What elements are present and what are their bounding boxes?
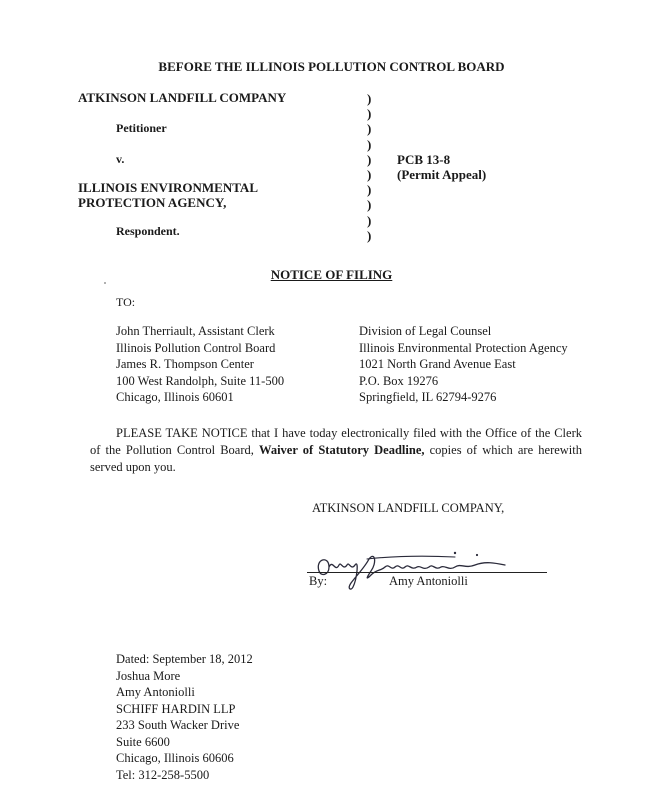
to-label: TO:	[116, 295, 136, 309]
dated-line: Dated: September 18, 2012	[116, 652, 253, 666]
address-line: Chicago, Illinois 60601	[116, 390, 234, 404]
caption-paren-column	[367, 91, 371, 243]
petitioner-role: Petitioner	[116, 121, 167, 135]
page-heading: BEFORE THE ILLINOIS POLLUTION CONTROL BOARD	[158, 59, 505, 74]
firm-address-line: Suite 6600	[116, 734, 170, 749]
notice-text-before: PLEASE TAKE NOTICE that I have today electronically filed with the Office of the Clerk of the Pollution Control Board,	[90, 426, 582, 457]
case-type: (Permit Appeal)	[397, 167, 487, 182]
address-line: 1021 North Grand Avenue East	[359, 357, 516, 371]
recipient-iepa-address	[359, 323, 568, 406]
signer-name: Amy Antoniolli	[389, 574, 468, 588]
paren: )	[367, 151, 372, 167]
signature-company: ATKINSON LANDFILL COMPANY,	[312, 501, 505, 515]
firm-name: SCHIFF HARDIN LLP	[116, 701, 236, 716]
paren: )	[367, 167, 372, 183]
paren: )	[367, 106, 372, 122]
firm-address-line: 233 South Wacker Drive	[116, 718, 240, 732]
paren: )	[367, 197, 372, 213]
by-label: By:	[309, 574, 328, 588]
respondent-name-line2: PROTECTION AGENCY,	[78, 195, 227, 210]
paren: )	[367, 121, 372, 137]
address-line: John Therriault, Assistant Clerk	[116, 324, 275, 338]
address-line: P.O. Box 19276	[359, 373, 439, 388]
paren: )	[367, 227, 372, 243]
case-number: PCB 13-8	[397, 152, 451, 167]
attorney-name: Amy Antoniolli	[116, 685, 195, 699]
firm-phone: Tel: 312-258-5500	[116, 767, 210, 782]
signature-line	[307, 572, 547, 573]
address-line: Division of Legal Counsel	[359, 324, 492, 338]
paren: )	[367, 212, 372, 228]
address-line: Illinois Pollution Control Board	[116, 340, 276, 355]
respondent-name-line1: ILLINOIS ENVIRONMENTAL	[78, 180, 258, 195]
versus-label: v.	[116, 152, 125, 166]
petitioner-name: ATKINSON LANDFILL COMPANY	[78, 90, 287, 105]
address-line: 100 West Randolph, Suite 11-500	[116, 373, 285, 388]
footer-block	[116, 651, 253, 783]
filed-document-title: Waiver of Statutory Deadline,	[259, 443, 425, 457]
attorney-name: Joshua More	[116, 668, 181, 683]
paren: )	[367, 136, 372, 152]
paren: )	[367, 91, 372, 106]
recipient-clerk-address	[116, 323, 284, 406]
paren: )	[367, 182, 372, 198]
respondent-role: Respondent.	[116, 224, 180, 238]
notice-text-after: copies of which are herewith served upon you.	[90, 443, 582, 474]
notice-paragraph	[90, 425, 582, 476]
address-line: Springfield, IL 62794-9276	[359, 390, 497, 404]
notice-title: NOTICE OF FILING	[270, 267, 393, 282]
address-line: Illinois Environmental Protection Agency	[359, 340, 568, 355]
address-line: James R. Thompson Center	[116, 357, 254, 371]
firm-address-line: Chicago, Illinois 60606	[116, 751, 234, 765]
